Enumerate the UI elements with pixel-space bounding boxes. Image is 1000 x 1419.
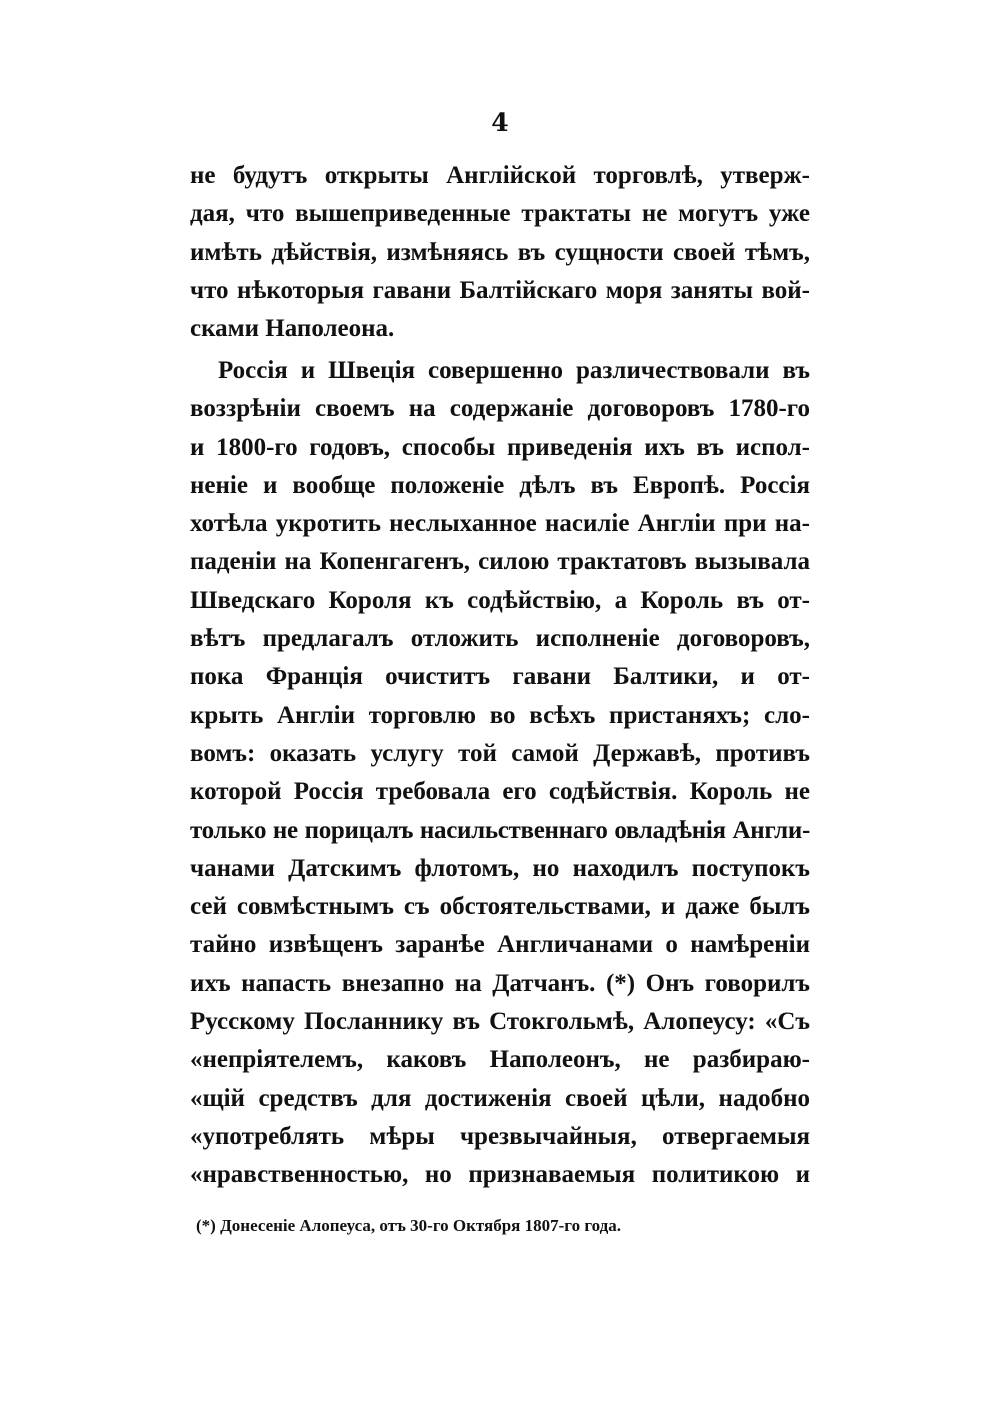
- text-line: «непріятелемъ, каковъ Наполеонъ, не разбираю-: [190, 1046, 810, 1074]
- text-line: «щій средствъ для достиженія своей цѣли, надобно: [190, 1084, 810, 1112]
- text-line: сей совмѣстнымъ съ обстоятельствами, и даже былъ: [190, 893, 810, 921]
- text-line: «употреблять мѣры чрезвычайныя, отвергаемыя: [190, 1122, 810, 1150]
- text-line: только не порицалъ насильственнаго овладѣнія Англи-: [190, 816, 810, 844]
- text-line: которой Россія требовала его содѣйствія. Король не: [190, 778, 810, 806]
- text-line: хотѣла укротить неслыханное насиліе Англіи при на-: [190, 510, 810, 538]
- paragraph-2: [190, 352, 810, 1195]
- footnote: (*) Донесеніе Алопеуса, отъ 30-го Октября 1807-го года.: [196, 1216, 621, 1235]
- text-line: чанами Датскимъ флотомъ, но находилъ поступокъ: [190, 854, 810, 882]
- text-line: и 1800-го годовъ, способы приведенія ихъ въ испол-: [190, 433, 810, 461]
- text-line: Россія и Швеція совершенно различествовали въ: [218, 357, 810, 384]
- text-line: что нѣкоторыя гавани Балтійскаго моря заняты вой-: [190, 276, 810, 304]
- text-line: «нравственностью, но признаваемыя политикою и: [190, 1161, 810, 1189]
- text-line: Шведскаго Короля къ содѣйствію, а Король въ от-: [190, 586, 810, 614]
- text-line: сками Наполеона.: [190, 315, 395, 343]
- text-line: тайно извѣщенъ заранѣе Англичанами о намѣреніи: [190, 931, 810, 959]
- text-line: ихъ напасть внезапно на Датчанъ. (*) Онъ говорилъ: [190, 969, 810, 997]
- text-line: паденіи на Копенгагенъ, силою трактатовъ вызывала: [190, 548, 810, 576]
- text-line: Русскому Посланнику въ Стокгольмѣ, Алопеусу: «Съ: [190, 1008, 810, 1036]
- text-line: дая, что вышеприведенные трактаты не могутъ уже: [190, 200, 810, 228]
- text-line: вомъ: оказать услугу той самой Державѣ, противъ: [190, 739, 810, 767]
- text-line: не будутъ открыты Англійской торговлѣ, утверж-: [190, 162, 810, 189]
- paragraph-1: [190, 157, 810, 348]
- page-number: 4: [491, 108, 509, 137]
- text-line: имѣть дѣйствія, измѣняясь въ сущности своей тѣмъ,: [190, 238, 810, 266]
- text-line: пока Франція очиститъ гавани Балтики, и от-: [190, 663, 810, 691]
- text-line: крыть Англіи торговлю во всѣхъ пристаняхъ; сло-: [190, 701, 810, 729]
- text-line: вѣтъ предлагалъ отложить исполненіе договоровъ,: [190, 625, 810, 653]
- text-line: воззрѣніи своемъ на содержаніе договоровъ 1780-го: [190, 395, 810, 423]
- text-line: неніе и вообще положеніе дѣлъ въ Европѣ. Россія: [190, 471, 810, 499]
